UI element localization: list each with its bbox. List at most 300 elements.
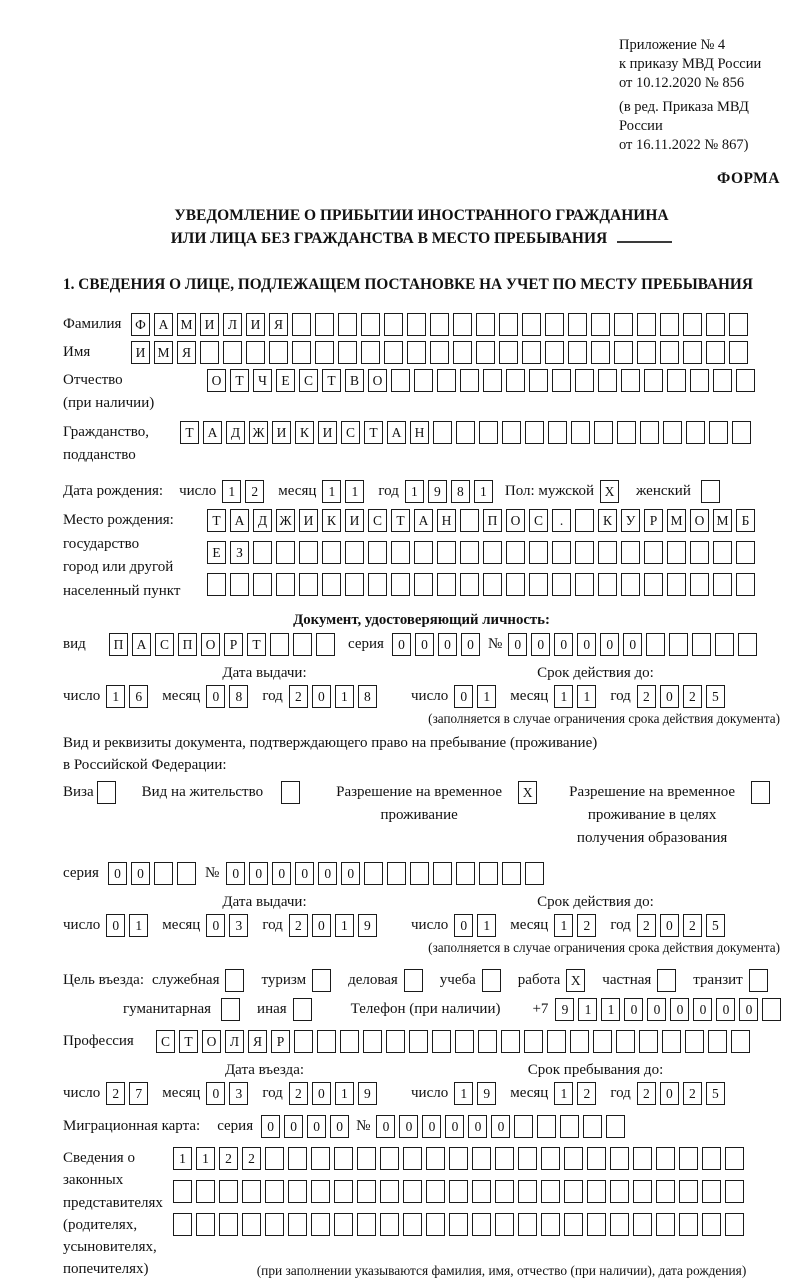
char-cell[interactable]: И xyxy=(318,421,337,444)
char-cell[interactable]: И xyxy=(299,509,318,532)
char-cell[interactable] xyxy=(265,1147,284,1170)
char-cell[interactable]: 1 xyxy=(335,914,354,937)
char-cell[interactable]: 0 xyxy=(295,862,314,885)
char-cell[interactable] xyxy=(219,1213,238,1236)
char-cell[interactable] xyxy=(679,1180,698,1203)
char-cell[interactable] xyxy=(621,541,640,564)
char-cell[interactable] xyxy=(387,862,406,885)
char-cell[interactable] xyxy=(725,1180,744,1203)
char-cell[interactable]: 0 xyxy=(392,633,411,656)
char-cell[interactable] xyxy=(690,369,709,392)
char-cell[interactable]: 2 xyxy=(106,1082,125,1105)
char-cell[interactable] xyxy=(495,1180,514,1203)
char-cell[interactable]: 0 xyxy=(108,862,127,885)
char-cell[interactable] xyxy=(501,1030,520,1053)
char-cell[interactable] xyxy=(506,369,525,392)
char-cell[interactable] xyxy=(583,1115,602,1138)
char-cell[interactable]: 1 xyxy=(173,1147,192,1170)
char-cell[interactable] xyxy=(311,1147,330,1170)
char-cell[interactable]: 0 xyxy=(577,633,596,656)
char-cell[interactable] xyxy=(322,541,341,564)
purpose-humanitarian-checkbox[interactable] xyxy=(221,998,240,1021)
char-cell[interactable]: О xyxy=(207,369,226,392)
char-cell[interactable]: Л xyxy=(225,1030,244,1053)
char-cell[interactable]: 0 xyxy=(438,633,457,656)
char-cell[interactable]: Н xyxy=(437,509,456,532)
char-cell[interactable] xyxy=(426,1147,445,1170)
char-cell[interactable] xyxy=(568,341,587,364)
temp-residence-checkbox[interactable]: X xyxy=(518,781,537,804)
char-cell[interactable] xyxy=(616,1030,635,1053)
purpose-private-checkbox[interactable] xyxy=(657,969,676,992)
char-cell[interactable] xyxy=(637,313,656,336)
char-cell[interactable] xyxy=(173,1213,192,1236)
char-cell[interactable]: 0 xyxy=(312,685,331,708)
char-cell[interactable] xyxy=(683,313,702,336)
char-cell[interactable] xyxy=(633,1147,652,1170)
char-cell[interactable] xyxy=(686,421,705,444)
char-cell[interactable] xyxy=(502,862,521,885)
char-cell[interactable] xyxy=(575,509,594,532)
char-cell[interactable] xyxy=(547,1030,566,1053)
char-cell[interactable]: 1 xyxy=(577,685,596,708)
char-cell[interactable] xyxy=(560,1115,579,1138)
char-cell[interactable] xyxy=(669,633,688,656)
char-cell[interactable] xyxy=(552,369,571,392)
char-cell[interactable] xyxy=(391,541,410,564)
char-cell[interactable] xyxy=(311,1180,330,1203)
char-cell[interactable] xyxy=(322,573,341,596)
char-cell[interactable]: О xyxy=(201,633,220,656)
char-cell[interactable] xyxy=(265,1213,284,1236)
char-cell[interactable]: 2 xyxy=(637,1082,656,1105)
char-cell[interactable]: 6 xyxy=(129,685,148,708)
char-cell[interactable] xyxy=(522,313,541,336)
char-cell[interactable] xyxy=(414,541,433,564)
char-cell[interactable]: Ч xyxy=(253,369,272,392)
char-cell[interactable]: Я xyxy=(269,313,288,336)
char-cell[interactable] xyxy=(449,1147,468,1170)
char-cell[interactable] xyxy=(403,1147,422,1170)
char-cell[interactable]: 5 xyxy=(706,685,725,708)
char-cell[interactable] xyxy=(545,341,564,364)
char-cell[interactable]: А xyxy=(387,421,406,444)
char-cell[interactable]: 0 xyxy=(307,1115,326,1138)
char-cell[interactable] xyxy=(449,1180,468,1203)
char-cell[interactable]: 1 xyxy=(129,914,148,937)
char-cell[interactable]: 0 xyxy=(660,1082,679,1105)
char-cell[interactable] xyxy=(460,509,479,532)
char-cell[interactable] xyxy=(633,1213,652,1236)
char-cell[interactable] xyxy=(340,1030,359,1053)
char-cell[interactable]: 0 xyxy=(670,998,689,1021)
char-cell[interactable] xyxy=(265,1180,284,1203)
char-cell[interactable] xyxy=(591,341,610,364)
purpose-tourism-checkbox[interactable] xyxy=(312,969,331,992)
char-cell[interactable]: П xyxy=(483,509,502,532)
char-cell[interactable] xyxy=(410,862,429,885)
char-cell[interactable]: Д xyxy=(253,509,272,532)
char-cell[interactable] xyxy=(207,573,226,596)
char-cell[interactable]: 0 xyxy=(341,862,360,885)
char-cell[interactable] xyxy=(437,541,456,564)
char-cell[interactable] xyxy=(506,573,525,596)
male-checkbox[interactable]: X xyxy=(600,480,619,503)
char-cell[interactable] xyxy=(593,1030,612,1053)
char-cell[interactable] xyxy=(575,541,594,564)
char-cell[interactable] xyxy=(294,1030,313,1053)
char-cell[interactable]: 1 xyxy=(474,480,493,503)
char-cell[interactable] xyxy=(709,421,728,444)
char-cell[interactable] xyxy=(495,1147,514,1170)
char-cell[interactable] xyxy=(667,541,686,564)
char-cell[interactable]: И xyxy=(131,341,150,364)
purpose-study-checkbox[interactable] xyxy=(482,969,501,992)
char-cell[interactable]: 0 xyxy=(623,633,642,656)
char-cell[interactable] xyxy=(380,1180,399,1203)
char-cell[interactable] xyxy=(403,1180,422,1203)
char-cell[interactable] xyxy=(522,341,541,364)
char-cell[interactable] xyxy=(472,1147,491,1170)
char-cell[interactable] xyxy=(656,1213,675,1236)
char-cell[interactable]: М xyxy=(154,341,173,364)
char-cell[interactable]: С xyxy=(368,509,387,532)
char-cell[interactable] xyxy=(288,1180,307,1203)
char-cell[interactable] xyxy=(223,341,242,364)
char-cell[interactable]: 2 xyxy=(245,480,264,503)
char-cell[interactable] xyxy=(736,369,755,392)
char-cell[interactable] xyxy=(537,1115,556,1138)
char-cell[interactable]: 9 xyxy=(358,1082,377,1105)
char-cell[interactable] xyxy=(483,573,502,596)
char-cell[interactable] xyxy=(679,1147,698,1170)
char-cell[interactable] xyxy=(407,341,426,364)
char-cell[interactable] xyxy=(660,313,679,336)
char-cell[interactable]: Р xyxy=(644,509,663,532)
char-cell[interactable] xyxy=(292,341,311,364)
char-cell[interactable]: 0 xyxy=(206,1082,225,1105)
char-cell[interactable] xyxy=(598,369,617,392)
char-cell[interactable] xyxy=(525,421,544,444)
char-cell[interactable] xyxy=(575,369,594,392)
char-cell[interactable]: 1 xyxy=(222,480,241,503)
char-cell[interactable]: 0 xyxy=(415,633,434,656)
char-cell[interactable]: 0 xyxy=(454,914,473,937)
char-cell[interactable] xyxy=(380,1213,399,1236)
char-cell[interactable]: 2 xyxy=(289,1082,308,1105)
char-cell[interactable] xyxy=(663,421,682,444)
char-cell[interactable]: А xyxy=(203,421,222,444)
visa-checkbox[interactable] xyxy=(97,781,116,804)
char-cell[interactable] xyxy=(361,313,380,336)
purpose-work-checkbox[interactable]: X xyxy=(566,969,585,992)
char-cell[interactable]: 1 xyxy=(405,480,424,503)
char-cell[interactable] xyxy=(460,369,479,392)
char-cell[interactable] xyxy=(253,541,272,564)
char-cell[interactable]: 0 xyxy=(508,633,527,656)
char-cell[interactable] xyxy=(479,421,498,444)
char-cell[interactable]: Т xyxy=(391,509,410,532)
char-cell[interactable]: 1 xyxy=(578,998,597,1021)
char-cell[interactable] xyxy=(386,1030,405,1053)
char-cell[interactable]: 0 xyxy=(399,1115,418,1138)
char-cell[interactable]: Р xyxy=(271,1030,290,1053)
char-cell[interactable]: А xyxy=(154,313,173,336)
char-cell[interactable] xyxy=(552,573,571,596)
char-cell[interactable]: У xyxy=(621,509,640,532)
char-cell[interactable] xyxy=(715,633,734,656)
char-cell[interactable] xyxy=(288,1213,307,1236)
char-cell[interactable] xyxy=(384,313,403,336)
char-cell[interactable]: 0 xyxy=(284,1115,303,1138)
char-cell[interactable]: Л xyxy=(223,313,242,336)
char-cell[interactable] xyxy=(288,1147,307,1170)
char-cell[interactable] xyxy=(529,369,548,392)
char-cell[interactable] xyxy=(391,573,410,596)
char-cell[interactable]: 0 xyxy=(312,914,331,937)
char-cell[interactable] xyxy=(380,1147,399,1170)
char-cell[interactable] xyxy=(662,1030,681,1053)
char-cell[interactable] xyxy=(541,1147,560,1170)
char-cell[interactable]: Д xyxy=(226,421,245,444)
char-cell[interactable] xyxy=(736,573,755,596)
char-cell[interactable] xyxy=(456,421,475,444)
char-cell[interactable]: О xyxy=(506,509,525,532)
char-cell[interactable]: . xyxy=(552,509,571,532)
char-cell[interactable] xyxy=(363,1030,382,1053)
female-checkbox[interactable] xyxy=(701,480,720,503)
char-cell[interactable] xyxy=(430,341,449,364)
char-cell[interactable] xyxy=(690,541,709,564)
char-cell[interactable]: П xyxy=(178,633,197,656)
char-cell[interactable] xyxy=(568,313,587,336)
char-cell[interactable] xyxy=(598,541,617,564)
char-cell[interactable] xyxy=(495,1213,514,1236)
char-cell[interactable]: 0 xyxy=(624,998,643,1021)
char-cell[interactable] xyxy=(414,573,433,596)
char-cell[interactable]: 1 xyxy=(554,1082,573,1105)
char-cell[interactable] xyxy=(460,573,479,596)
char-cell[interactable]: 0 xyxy=(600,633,619,656)
char-cell[interactable]: И xyxy=(246,313,265,336)
char-cell[interactable] xyxy=(345,573,364,596)
char-cell[interactable] xyxy=(552,541,571,564)
char-cell[interactable] xyxy=(483,541,502,564)
char-cell[interactable] xyxy=(617,421,636,444)
char-cell[interactable] xyxy=(368,541,387,564)
char-cell[interactable]: С xyxy=(156,1030,175,1053)
char-cell[interactable] xyxy=(479,862,498,885)
char-cell[interactable] xyxy=(639,1030,658,1053)
char-cell[interactable]: 0 xyxy=(739,998,758,1021)
char-cell[interactable] xyxy=(594,421,613,444)
char-cell[interactable]: М xyxy=(177,313,196,336)
char-cell[interactable] xyxy=(460,541,479,564)
char-cell[interactable]: 3 xyxy=(229,914,248,937)
char-cell[interactable]: А xyxy=(414,509,433,532)
char-cell[interactable] xyxy=(525,862,544,885)
char-cell[interactable] xyxy=(506,541,525,564)
char-cell[interactable] xyxy=(571,421,590,444)
char-cell[interactable] xyxy=(430,313,449,336)
char-cell[interactable] xyxy=(644,541,663,564)
char-cell[interactable]: Ж xyxy=(249,421,268,444)
char-cell[interactable]: 0 xyxy=(106,914,125,937)
char-cell[interactable]: 0 xyxy=(491,1115,510,1138)
char-cell[interactable] xyxy=(449,1213,468,1236)
char-cell[interactable]: 9 xyxy=(477,1082,496,1105)
char-cell[interactable] xyxy=(499,313,518,336)
char-cell[interactable]: О xyxy=(368,369,387,392)
char-cell[interactable]: 3 xyxy=(229,1082,248,1105)
char-cell[interactable] xyxy=(614,341,633,364)
char-cell[interactable] xyxy=(317,1030,336,1053)
char-cell[interactable] xyxy=(364,862,383,885)
char-cell[interactable]: Я xyxy=(248,1030,267,1053)
char-cell[interactable] xyxy=(702,1180,721,1203)
char-cell[interactable] xyxy=(196,1213,215,1236)
char-cell[interactable] xyxy=(334,1180,353,1203)
char-cell[interactable] xyxy=(476,313,495,336)
char-cell[interactable]: 0 xyxy=(454,685,473,708)
char-cell[interactable]: Т xyxy=(247,633,266,656)
char-cell[interactable] xyxy=(725,1213,744,1236)
char-cell[interactable] xyxy=(729,313,748,336)
char-cell[interactable] xyxy=(656,1180,675,1203)
char-cell[interactable]: С xyxy=(529,509,548,532)
char-cell[interactable]: 0 xyxy=(468,1115,487,1138)
char-cell[interactable]: К xyxy=(598,509,617,532)
char-cell[interactable]: 0 xyxy=(249,862,268,885)
char-cell[interactable]: 0 xyxy=(226,862,245,885)
char-cell[interactable] xyxy=(541,1213,560,1236)
char-cell[interactable]: Ж xyxy=(276,509,295,532)
char-cell[interactable]: Ф xyxy=(131,313,150,336)
char-cell[interactable] xyxy=(242,1180,261,1203)
char-cell[interactable] xyxy=(692,633,711,656)
char-cell[interactable] xyxy=(713,369,732,392)
char-cell[interactable]: А xyxy=(132,633,151,656)
char-cell[interactable] xyxy=(529,541,548,564)
char-cell[interactable]: Т xyxy=(180,421,199,444)
char-cell[interactable] xyxy=(177,862,196,885)
char-cell[interactable] xyxy=(518,1213,537,1236)
char-cell[interactable] xyxy=(476,341,495,364)
char-cell[interactable] xyxy=(338,341,357,364)
char-cell[interactable] xyxy=(610,1180,629,1203)
char-cell[interactable] xyxy=(173,1180,192,1203)
char-cell[interactable] xyxy=(315,341,334,364)
char-cell[interactable] xyxy=(357,1213,376,1236)
char-cell[interactable]: 0 xyxy=(318,862,337,885)
char-cell[interactable]: 9 xyxy=(358,914,377,937)
char-cell[interactable] xyxy=(230,573,249,596)
char-cell[interactable] xyxy=(637,341,656,364)
char-cell[interactable] xyxy=(564,1180,583,1203)
temp-residence-education-checkbox[interactable] xyxy=(751,781,770,804)
char-cell[interactable] xyxy=(644,573,663,596)
char-cell[interactable] xyxy=(713,573,732,596)
char-cell[interactable] xyxy=(706,341,725,364)
char-cell[interactable] xyxy=(518,1180,537,1203)
char-cell[interactable] xyxy=(575,573,594,596)
char-cell[interactable]: 1 xyxy=(477,685,496,708)
char-cell[interactable]: Е xyxy=(207,541,226,564)
char-cell[interactable] xyxy=(587,1180,606,1203)
char-cell[interactable] xyxy=(621,573,640,596)
char-cell[interactable] xyxy=(614,313,633,336)
char-cell[interactable]: 0 xyxy=(445,1115,464,1138)
char-cell[interactable] xyxy=(315,313,334,336)
char-cell[interactable]: 0 xyxy=(716,998,735,1021)
char-cell[interactable]: Т xyxy=(364,421,383,444)
char-cell[interactable] xyxy=(219,1180,238,1203)
char-cell[interactable]: 1 xyxy=(345,480,364,503)
char-cell[interactable] xyxy=(708,1030,727,1053)
char-cell[interactable]: 9 xyxy=(555,998,574,1021)
char-cell[interactable] xyxy=(357,1147,376,1170)
char-cell[interactable] xyxy=(270,633,289,656)
char-cell[interactable]: 0 xyxy=(376,1115,395,1138)
char-cell[interactable]: 2 xyxy=(577,1082,596,1105)
char-cell[interactable] xyxy=(667,573,686,596)
char-cell[interactable]: 8 xyxy=(358,685,377,708)
char-cell[interactable]: 2 xyxy=(289,685,308,708)
char-cell[interactable] xyxy=(196,1180,215,1203)
char-cell[interactable]: 1 xyxy=(454,1082,473,1105)
char-cell[interactable] xyxy=(514,1115,533,1138)
char-cell[interactable] xyxy=(483,369,502,392)
char-cell[interactable]: Р xyxy=(224,633,243,656)
char-cell[interactable] xyxy=(246,341,265,364)
char-cell[interactable]: 2 xyxy=(577,914,596,937)
char-cell[interactable]: И xyxy=(200,313,219,336)
char-cell[interactable] xyxy=(433,421,452,444)
purpose-other-checkbox[interactable] xyxy=(293,998,312,1021)
char-cell[interactable] xyxy=(706,313,725,336)
char-cell[interactable] xyxy=(587,1147,606,1170)
char-cell[interactable] xyxy=(683,341,702,364)
char-cell[interactable]: 1 xyxy=(554,914,573,937)
char-cell[interactable] xyxy=(357,1180,376,1203)
char-cell[interactable] xyxy=(667,369,686,392)
char-cell[interactable]: О xyxy=(202,1030,221,1053)
char-cell[interactable] xyxy=(478,1030,497,1053)
char-cell[interactable] xyxy=(253,573,272,596)
char-cell[interactable] xyxy=(472,1180,491,1203)
char-cell[interactable] xyxy=(644,369,663,392)
char-cell[interactable] xyxy=(455,1030,474,1053)
char-cell[interactable]: С xyxy=(299,369,318,392)
char-cell[interactable]: С xyxy=(341,421,360,444)
char-cell[interactable] xyxy=(200,341,219,364)
char-cell[interactable]: 0 xyxy=(461,633,480,656)
char-cell[interactable]: Е xyxy=(276,369,295,392)
char-cell[interactable]: 1 xyxy=(477,914,496,937)
char-cell[interactable] xyxy=(656,1147,675,1170)
char-cell[interactable]: 5 xyxy=(706,1082,725,1105)
char-cell[interactable]: 0 xyxy=(206,914,225,937)
char-cell[interactable]: О xyxy=(690,509,709,532)
char-cell[interactable] xyxy=(299,541,318,564)
char-cell[interactable]: В xyxy=(345,369,364,392)
char-cell[interactable] xyxy=(242,1213,261,1236)
char-cell[interactable] xyxy=(292,313,311,336)
char-cell[interactable] xyxy=(564,1213,583,1236)
char-cell[interactable] xyxy=(276,541,295,564)
char-cell[interactable]: 0 xyxy=(312,1082,331,1105)
char-cell[interactable] xyxy=(316,633,335,656)
